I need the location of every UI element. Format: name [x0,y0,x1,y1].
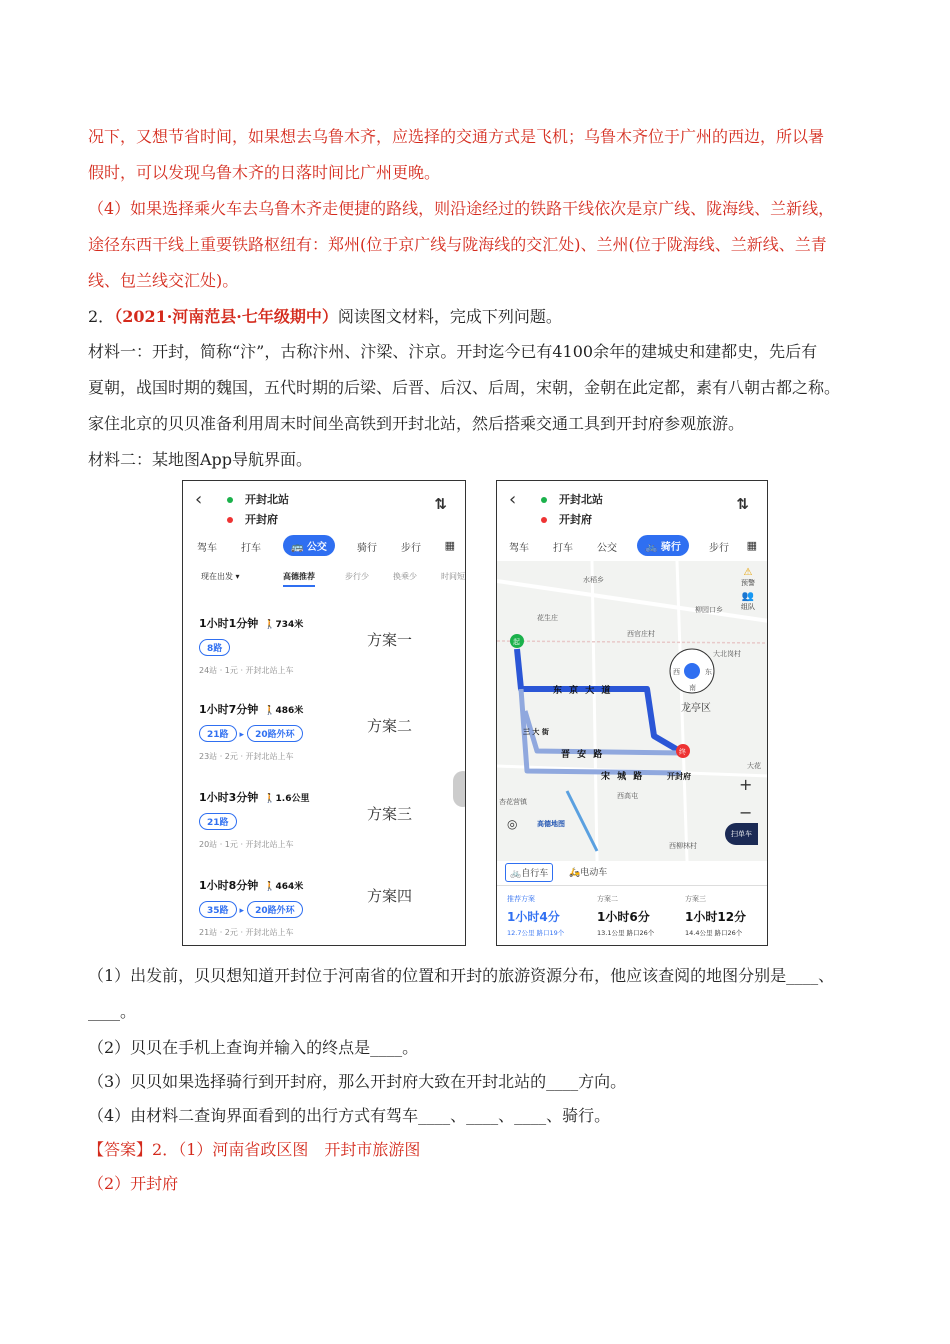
road-label: 东 京 大 道 [553,686,613,696]
road-label: 三 大 街 [523,728,549,736]
more-grid-icon[interactable]: ▦ [746,539,757,552]
plan-duration: 1小时8分钟 [199,879,259,892]
warning-label: 预警 [741,579,755,587]
route-option-time: 1小时12分 [685,910,747,924]
option-bicycle[interactable] [505,863,553,882]
back-icon[interactable]: ‹ [195,489,203,510]
start-label: 开封北站 [559,493,603,506]
route-chip: 8路 [199,639,230,656]
app-screenshot-bus [182,480,466,946]
zoom-out-button[interactable]: − [739,803,753,822]
route-chip: 21路 [199,725,237,742]
route-option-detail: 12.7公里 路口19个 [507,929,565,937]
plan-info: 21站 · 2元 · 开封北站上车 [199,928,294,937]
scan-bike-button[interactable]: 扫单车 [725,823,758,845]
plan-label: 方案二 [367,717,413,735]
plan-routes [199,639,230,656]
team-label: 组队 [741,603,755,611]
plan-walk: 🚶464米 [264,882,304,892]
road-label: 晋 安 路 [561,750,605,760]
map-label: 西官庄村 [627,630,655,638]
route-chip: 20路外环 [247,725,303,742]
mode-tabs [497,535,767,557]
sub-question: （2）贝贝在手机上查询并输入的终点是____。 [88,1038,419,1057]
route-results [497,885,767,946]
plan-duration: 1小时3分钟 [199,791,259,804]
plan-item[interactable] [199,615,449,695]
tab-taxi[interactable]: 打车 [241,543,261,554]
route-option-time: 1小时6分 [597,910,650,924]
compass-west-label: 西 [673,668,680,676]
start-marker-label: 起 [513,638,520,646]
route-map[interactable] [497,561,767,861]
material-text: 家住北京的贝贝准备利用周末时间坐高铁到开封北站，然后搭乘交通工具到开封府参观旅游。 [88,414,745,433]
plan-item[interactable] [199,701,449,781]
route-chip: 35路 [199,901,237,918]
route-option-detail: 14.4公里 路口26个 [685,929,743,937]
plan-routes [199,725,303,742]
map-label: 大北岗村 [713,650,741,658]
map-label: 西柳林村 [669,842,697,850]
warning-button[interactable] [741,567,755,588]
end-label: 开封府 [245,513,278,526]
compass-east-label: 东 [705,668,712,676]
tab-bike[interactable]: 🚲 骑行 [637,535,689,556]
tab-drive[interactable]: 驾车 [509,543,529,554]
sub-question: ____。 [88,1002,137,1021]
question-header [88,305,868,329]
route-option-detail: 13.1公里 路口26个 [597,929,655,937]
question-intro: 阅读图文材料，完成下列问题。 [337,307,562,326]
route-option[interactable] [685,894,746,937]
plan-item[interactable] [199,877,449,946]
team-icon: 👥 [741,591,755,602]
plan-duration: 1小时7分钟 [199,703,259,716]
map-logo: 高德地图 [537,820,565,828]
material-text: 材料一：开封，简称“汴”，古称汴州、汴梁、汴京。开封迄今已有4100余年的建城史和建都史，先后有 [88,342,818,361]
map-label: 龙亭区 [681,703,711,714]
more-grid-icon[interactable]: ▦ [444,539,455,552]
destination-label: 开封府 [667,772,691,781]
route-option[interactable] [597,894,654,937]
filter-less-transfer[interactable]: 换乘少 [393,572,417,581]
scroll-handle[interactable] [453,771,466,807]
map-label: 花生庄 [537,614,558,622]
map-label: 大花 [747,762,761,770]
route-chip: 21路 [199,813,237,830]
start-dot-icon [541,497,547,503]
plan-label: 方案三 [367,805,413,823]
route-option-label: 方案二 [597,895,618,903]
warning-icon: ⚠ [743,567,753,578]
answer-text: 2．（1）河南省政区图 开封市旅游图 [152,1140,421,1159]
plan-routes [199,813,237,830]
plan-time [199,615,303,631]
mode-tabs [183,535,465,557]
question-number: 2． [88,307,115,326]
tab-walk[interactable]: 步行 [709,543,729,554]
answer-text-line: 假时，可以发现乌鲁木齐的日落时间比广州更晚。 [88,163,441,182]
bicycle-icon: 🚲 [510,869,522,879]
answer-text-line: 况下，又想节省时间，如果想去乌鲁木齐，应选择的交通方式是飞机；乌鲁木齐位于广州的西边，所以暑 [88,127,825,146]
filter-recommended[interactable]: 高德推荐 [283,571,315,587]
road-label: 宋 城 路 [601,772,645,782]
transfer-arrow-icon: ▸ [239,906,245,916]
end-point[interactable] [541,511,592,527]
plan-info: 24站 · 1元 · 开封北站上车 [199,666,294,675]
route-option-label: 方案三 [685,895,706,903]
route-main-line [517,649,683,753]
tab-bus[interactable]: 🚌 公交 [283,535,335,556]
tab-taxi[interactable]: 打车 [553,543,573,554]
plan-label: 方案一 [367,631,413,649]
end-dot-icon [541,517,547,523]
tab-drive[interactable]: 驾车 [197,543,217,554]
question-source: （2021·河南范县·七年级期中） [114,307,338,326]
plan-time [199,877,303,893]
compass-south-label: 南 [689,684,696,692]
swap-icon[interactable]: ⇅ [434,495,447,513]
map-label: 柳园口乡 [695,606,723,614]
ebike-icon: 🛵 [569,868,581,878]
route-chip: 20路外环 [247,901,303,918]
tab-bus[interactable]: 公交 [597,543,617,554]
tab-walk[interactable]: 步行 [401,543,421,554]
map-roads [497,561,768,861]
start-point[interactable] [541,491,603,507]
material-text: 夏朝，战国时期的魏国，五代时期的后梁、后晋、后汉、后周，宋朝，金朝在此定都，素有八朝古都之称。 [88,378,841,397]
back-icon[interactable]: ‹ [509,489,517,510]
start-label: 开封北站 [245,493,289,506]
material-text: 材料二：某地图App导航界面。 [88,450,313,469]
sub-question: （4）由材料二查询界面看到的出行方式有驾车____、____、____、骑行。 [88,1106,611,1125]
answer-text-line: 线、包兰线交汇处)。 [88,271,239,290]
locate-icon[interactable]: ◎ [507,817,518,831]
plan-label: 方案四 [367,887,413,905]
route-option[interactable] [507,894,564,937]
plan-time [199,701,303,717]
end-marker-label: 终 [679,748,686,756]
route-option-label: 推荐方案 [507,895,535,903]
plan-info: 20站 · 1元 · 开封北站上车 [199,840,294,849]
sub-question: （3）贝贝如果选择骑行到开封府，那么开封府大致在开封北站的____方向。 [88,1072,627,1091]
option-ebike[interactable] [569,865,607,878]
zoom-in-button[interactable]: + [739,775,753,794]
option-bicycle-label: 自行车 [521,869,549,879]
answer-line: （2）开封府 [88,1174,179,1193]
plan-walk: 🚶1.6公里 [264,794,310,804]
end-point[interactable] [227,511,278,527]
option-ebike-label: 电动车 [580,868,608,878]
end-dot-icon [227,517,233,523]
plan-time [199,789,309,805]
team-button[interactable] [741,591,755,612]
start-point[interactable] [227,491,289,507]
plan-routes [199,901,303,918]
filter-less-walk[interactable]: 步行少 [345,572,369,581]
bike-type-options [497,859,767,883]
sub-question: （1）出发前，贝贝想知道开封位于河南省的位置和开封的旅游资源分布，他应该查阅的地图分别是____、 [88,966,835,985]
tab-bike[interactable]: 骑行 [357,543,377,554]
map-label: 杏花营镇 [499,798,527,806]
route-option-time: 1小时4分 [507,910,560,924]
filter-shortest[interactable]: 时间短 [441,572,465,581]
map-label: 西高屯 [617,792,638,800]
depart-now-select[interactable]: 现在出发 ▾ [201,572,240,581]
end-label: 开封府 [559,513,592,526]
start-dot-icon [227,497,233,503]
app-screenshot-bike [496,480,768,946]
plan-walk: 🚶486米 [264,706,304,716]
answer-text-line: 途径东西干线上重要铁路枢纽有：郑州(位于京广线与陇海线的交汇处)、兰州(位于陇海线、兰新线、兰青 [88,235,827,254]
answer-line [88,1138,868,1162]
map-label: 水稻乡 [583,576,604,584]
plan-walk: 🚶734米 [264,620,304,630]
answer-tag: 【答案】 [88,1140,153,1159]
plan-info: 23站 · 2元 · 开封北站上车 [199,752,294,761]
answer-text-line: （4）如果选择乘火车去乌鲁木齐走便捷的路线，则沿途经过的铁路干线依次是京广线、陇海线、兰新线， [88,199,835,218]
compass-needle-icon [684,663,700,679]
swap-icon[interactable]: ⇅ [736,495,749,513]
plan-duration: 1小时1分钟 [199,617,259,630]
plan-item[interactable] [199,789,449,869]
transfer-arrow-icon: ▸ [239,730,245,740]
